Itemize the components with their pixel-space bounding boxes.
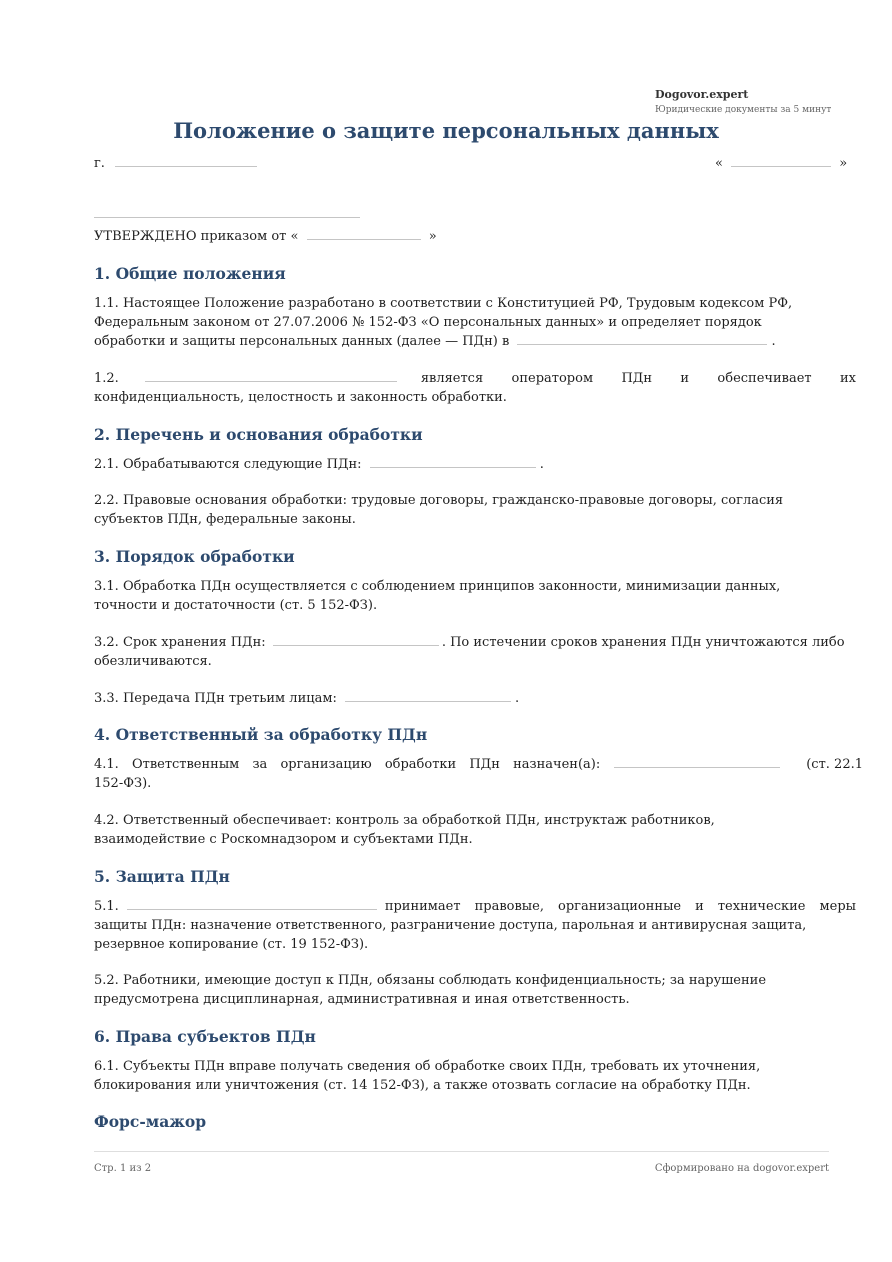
text-line (94, 455, 856, 474)
text-line (94, 332, 856, 351)
section-4-heading-wrap (94, 725, 856, 745)
text-span: 3.2. Срок хранения ПДн: (94, 635, 266, 650)
paragraph-5-2 (94, 971, 856, 1009)
operator-name-blank[interactable] (517, 333, 767, 345)
text-span: обработки и защиты персональных данных (далее — ПДн) в (94, 334, 510, 349)
text-line: взаимодействие с Роскомнадзором и субъектами ПДн. (94, 832, 473, 847)
operator-blank[interactable] (145, 370, 397, 382)
approval-signature-line[interactable] (94, 217, 360, 218)
text-span: принимает правовые, организационные и технические меры (384, 899, 856, 914)
text-span: . (539, 457, 544, 472)
text-line: 6.1. Субъекты ПДн вправе получать сведения об обработке своих ПДн, требовать их уточнения, (94, 1059, 761, 1074)
text-line (94, 689, 856, 708)
section-2-heading-wrap (94, 425, 856, 445)
text-line: конфиденциальность, целостность и законность обработки. (94, 390, 507, 405)
section-heading: Форс-мажор (94, 1112, 207, 1131)
approved-row (94, 227, 437, 247)
generated-note: Сформировано на dogovor.expert (654, 1163, 829, 1174)
paragraph-2-1 (94, 455, 856, 474)
text-line: 4.2. Ответственный обеспечивает: контроль за обработкой ПДн, инструктаж работников, (94, 813, 715, 828)
pdn-list-blank[interactable] (370, 456, 536, 468)
text-line: точности и достаточности (ст. 5 152-ФЗ). (94, 598, 378, 613)
paragraph-2-2 (94, 491, 856, 529)
paragraph-1-1 (94, 294, 856, 351)
date-open-quote: « (715, 156, 723, 171)
text-line (94, 369, 856, 388)
text-span: . (771, 334, 776, 349)
section-heading: 6. Права субъектов ПДн (94, 1027, 316, 1046)
footer-divider (94, 1151, 829, 1152)
section-5-heading-wrap (94, 867, 856, 887)
document-title: Положение о защите персональных данных (173, 118, 719, 143)
text-span: . По истечении сроков хранения ПДн уничтожаются либо (441, 635, 845, 650)
paragraph-1-2 (94, 369, 856, 407)
brand-name: Dogovor.expert (655, 88, 749, 101)
text-span: (ст. 22.1 (806, 757, 863, 772)
paragraph-6-1 (94, 1057, 856, 1095)
section-heading: 5. Защита ПДн (94, 867, 230, 886)
text-span: 4.1. Ответственным за организацию обработки ПДн назначен(а): (94, 757, 601, 772)
text-line (94, 897, 856, 916)
text-line: блокирования или уничтожения (ст. 14 152-ФЗ), а также отозвать согласие на обработку ПДн. (94, 1078, 751, 1093)
text-line: 5.2. Работники, имеющие доступ к ПДн, обязаны соблюдать конфиденциальность; за нарушение (94, 973, 767, 988)
page-number: Стр. 1 из 2 (94, 1163, 152, 1174)
text-span: является оператором ПДн и обеспечивает их (420, 371, 856, 386)
date-close-quote: » (839, 156, 848, 171)
text-span: 1.2. (94, 371, 119, 386)
date-blank[interactable] (731, 155, 831, 167)
approved-date-blank[interactable] (307, 228, 421, 240)
text-span: 3.3. Передача ПДн третьим лицам: (94, 691, 337, 706)
city-blank[interactable] (115, 155, 257, 167)
text-line (94, 755, 863, 774)
paragraph-4-1 (94, 755, 863, 793)
text-line: 3.1. Обработка ПДн осуществляется с соблюдением принципов законности, минимизации данных, (94, 579, 781, 594)
section-1-heading-wrap (94, 264, 856, 284)
brand-block (655, 88, 831, 117)
approved-close: » (428, 229, 437, 244)
brand-tagline: Юридические документы за 5 минут (655, 105, 832, 115)
text-line (94, 633, 879, 652)
paragraph-3-1 (94, 577, 856, 615)
responsible-person-blank[interactable] (614, 756, 780, 768)
text-line: Федеральным законом от 27.07.2006 № 152-ФЗ «О персональных данных» и определяет порядок (94, 315, 762, 330)
section-3-heading-wrap (94, 547, 856, 567)
date-row (715, 154, 847, 174)
third-party-blank[interactable] (345, 690, 511, 702)
section-heading: 4. Ответственный за обработку ПДн (94, 725, 428, 744)
city-row (94, 154, 257, 174)
approved-text: УТВЕРЖДЕНО приказом от « (94, 229, 299, 244)
text-line: предусмотрена дисциплинарная, административная и иная ответственность. (94, 992, 630, 1007)
text-line: 152-ФЗ). (94, 776, 152, 791)
force-majeure-heading-wrap (94, 1112, 856, 1132)
section-heading: 2. Перечень и основания обработки (94, 425, 423, 444)
text-line: 1.1. Настоящее Положение разработано в соответствии с Конституцией РФ, Трудовым кодексом РФ, (94, 296, 793, 311)
text-line: 2.2. Правовые основания обработки: трудовые договоры, гражданско-правовые договоры, согласия (94, 493, 784, 508)
section-heading: 3. Порядок обработки (94, 547, 295, 566)
city-prefix: г. (94, 156, 105, 171)
text-span: 2.1. Обрабатываются следующие ПДн: (94, 457, 362, 472)
paragraph-4-2 (94, 811, 856, 849)
section-6-heading-wrap (94, 1027, 856, 1047)
text-line: обезличиваются. (94, 654, 212, 669)
operator-protection-blank[interactable] (127, 898, 377, 910)
section-heading: 1. Общие положения (94, 264, 286, 283)
paragraph-3-2 (94, 633, 879, 671)
paragraph-3-3 (94, 689, 856, 708)
text-span: 5.1. (94, 899, 119, 914)
text-line: резервное копирование (ст. 19 152-ФЗ). (94, 937, 369, 952)
paragraph-5-1 (94, 897, 856, 954)
text-line: защиты ПДн: назначение ответственного, разграничение доступа, парольная и антивирусная защита, (94, 918, 807, 933)
text-span: . (514, 691, 520, 706)
text-line: субъектов ПДн, федеральные законы. (94, 512, 356, 527)
storage-period-blank[interactable] (273, 634, 439, 646)
